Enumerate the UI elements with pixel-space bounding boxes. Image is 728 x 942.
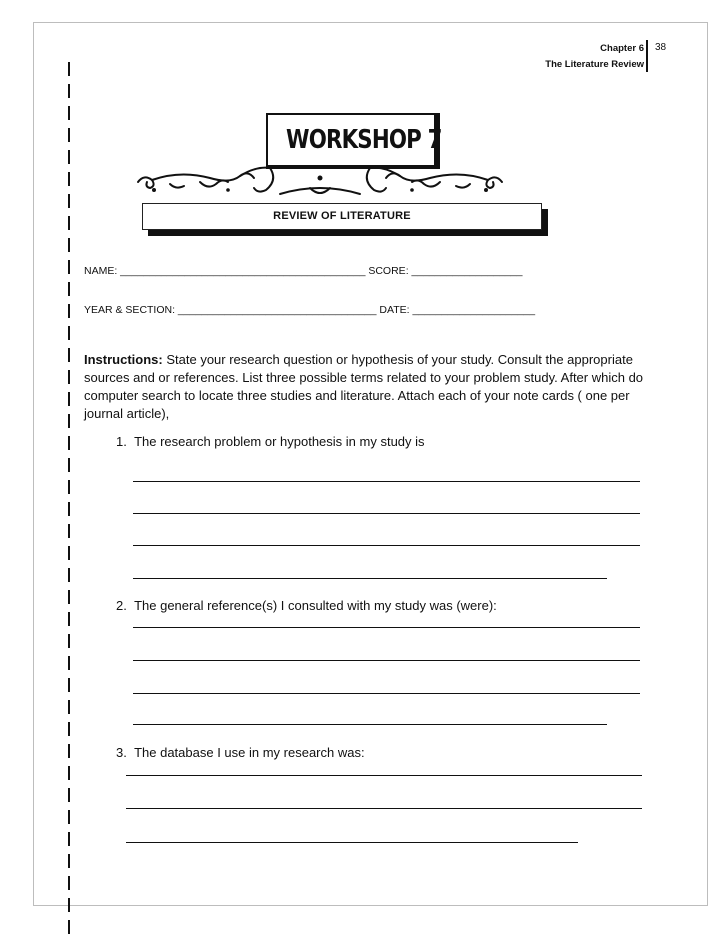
item-number: 2. xyxy=(116,598,127,613)
answer-line[interactable] xyxy=(133,513,640,514)
item-text: The research problem or hypothesis in my study is xyxy=(134,434,425,449)
answer-line[interactable] xyxy=(133,545,640,546)
item-number: 3. xyxy=(116,745,127,760)
answer-line[interactable] xyxy=(133,627,640,628)
ornamental-scroll-icon xyxy=(130,160,510,202)
page-number: 38 xyxy=(655,42,667,53)
answer-line[interactable] xyxy=(133,660,640,661)
instructions xyxy=(84,351,644,423)
instructions-text: State your research question or hypothesis of your study. Consult the appropriate sources and or references. List three possible terms related to your problem study. After which do computer search to locate three studies and literature. Attach each of your note cards ( one per journal article), xyxy=(84,352,644,421)
instructions-label: Instructions: xyxy=(84,352,163,367)
question-item-2 xyxy=(116,598,497,613)
section-title-box xyxy=(142,203,542,230)
margin-tick-marks xyxy=(68,0,72,942)
workshop-banner xyxy=(266,113,440,165)
answer-line[interactable] xyxy=(133,481,640,482)
answer-line[interactable] xyxy=(133,578,607,579)
header-divider xyxy=(646,40,648,72)
item-number: 1. xyxy=(116,434,127,449)
chapter-title: The Literature Review xyxy=(545,59,644,70)
answer-line[interactable] xyxy=(133,724,607,725)
question-item-1 xyxy=(116,434,425,449)
answer-line[interactable] xyxy=(126,775,642,776)
item-text: The database I use in my research was: xyxy=(134,745,365,760)
answer-line[interactable] xyxy=(126,842,578,843)
name-score-field[interactable]: NAME: __________________________________________ SCORE: ___________________ xyxy=(84,265,523,277)
workshop-title: WORKSHOP 7 xyxy=(286,125,442,155)
item-text: The general reference(s) I consulted with my study was (were): xyxy=(134,598,497,613)
section-date-field[interactable]: YEAR & SECTION: __________________________________ DATE: _____________________ xyxy=(84,304,536,316)
answer-line[interactable] xyxy=(133,693,640,694)
chapter-label: Chapter 6 xyxy=(600,43,644,54)
question-item-3 xyxy=(116,745,365,760)
running-header xyxy=(545,41,644,73)
section-title: REVIEW OF LITERATURE xyxy=(273,210,411,222)
answer-line[interactable] xyxy=(126,808,642,809)
